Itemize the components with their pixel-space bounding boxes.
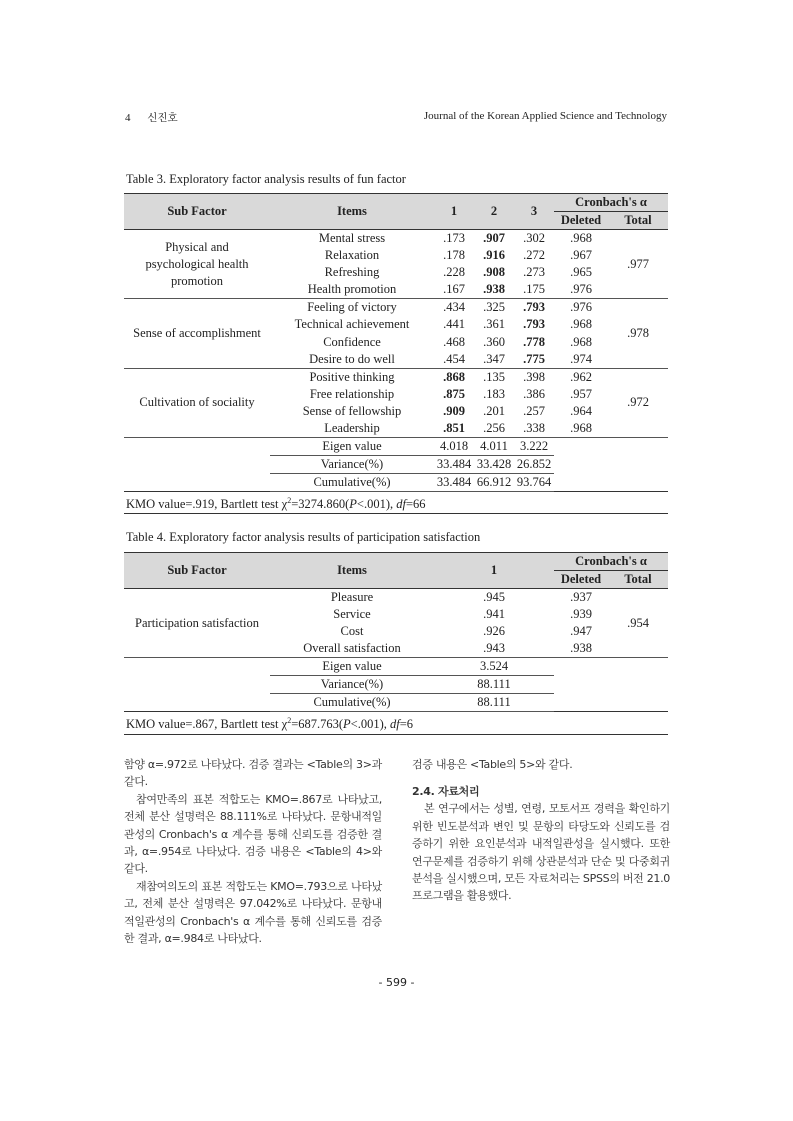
table-cell: 33.484: [434, 474, 474, 492]
table-cell: .361: [483, 317, 505, 332]
table4-header-total: Total: [608, 571, 668, 589]
table-cell: .360: [483, 334, 505, 349]
page-number: 4: [125, 112, 131, 124]
table3-header-c1: 1: [434, 194, 474, 230]
table-cell-item: Service: [333, 607, 371, 622]
page-footer: - 599 -: [378, 976, 415, 989]
table4-header-items: Items: [270, 553, 434, 589]
table-cell: .974: [554, 351, 608, 369]
table-cell: .962: [570, 369, 592, 384]
table-cell: .965: [570, 265, 592, 280]
table-cell-item: Mental stress: [318, 231, 386, 245]
table-cell: .939: [570, 607, 592, 622]
table-cell-item: Cost: [340, 624, 364, 639]
table-cell: .851: [434, 420, 474, 438]
table-cell: .945: [483, 590, 505, 604]
table4-caption: Table 4. Exploratory factor analysis results of participation satisfaction: [126, 530, 481, 544]
body-left-column: [124, 756, 382, 947]
table3-header-sub-factor: Sub Factor: [124, 194, 270, 230]
table-cell: .173: [443, 231, 465, 245]
table-cell: .778: [523, 334, 545, 349]
table-cell: 26.852: [514, 456, 554, 474]
table3-subfactor-physical: Physical and psychological health promotion: [124, 230, 270, 299]
table-cell: .964: [570, 404, 592, 419]
table4-header-c1: 1: [434, 553, 554, 589]
table3-caption: Table 3. Exploratory factor analysis results of fun factor: [126, 172, 406, 186]
table-cell: .916: [483, 248, 505, 263]
table-cell: .926: [483, 624, 505, 639]
table-cell: 93.764: [514, 474, 554, 492]
table4-stat-label: Variance(%): [270, 676, 434, 694]
page-header: [125, 110, 667, 126]
table-cell: .273: [523, 265, 545, 280]
table4-stat-label: Eigen value: [270, 658, 434, 676]
table-cell: .968: [554, 420, 608, 438]
table-cell: .338: [514, 420, 554, 438]
table-cell-item: Refreshing: [324, 265, 380, 280]
table-cell: .968: [570, 317, 592, 332]
table-cell: .454: [434, 351, 474, 369]
table-cell: .907: [483, 231, 505, 245]
table4: [124, 552, 668, 735]
table-cell: .398: [523, 369, 545, 384]
table-cell: .135: [483, 369, 505, 384]
table-cell: 3.222: [514, 438, 554, 456]
table-cell: 33.484: [434, 456, 474, 474]
table-cell: .908: [483, 265, 505, 280]
body-right-column: [412, 756, 670, 905]
table-cell-item: Confidence: [323, 334, 381, 349]
table-cell: .325: [483, 300, 505, 315]
table-cell-item: Overall satisfaction: [270, 640, 434, 658]
table4-header-sub-factor: Sub Factor: [124, 553, 270, 589]
table-cell: .938: [554, 640, 608, 658]
author-name: 신진호: [147, 112, 178, 124]
table-cell: .167: [434, 281, 474, 299]
table-cell: .909: [443, 404, 465, 419]
table-cell: .943: [434, 640, 554, 658]
table4-kmo-note: KMO value=.867, Bartlett test $\chi^2=687.763(P<.001)$, df=6: [124, 712, 668, 734]
table3-stat-label: Eigen value: [270, 438, 434, 456]
table3-stat-label: Variance(%): [270, 456, 434, 474]
table-cell: .967: [570, 248, 592, 263]
table-cell: .968: [570, 231, 592, 245]
table-cell: .793: [523, 300, 545, 315]
table3: [124, 193, 668, 514]
table-cell: 66.912: [474, 474, 514, 492]
table-cell: 4.011: [474, 438, 514, 456]
table-cell-item: Pleasure: [330, 590, 374, 604]
table3-total-physical: .977: [608, 230, 668, 299]
table3-header-items: Items: [270, 194, 434, 230]
table3-header-c3: 3: [514, 194, 554, 230]
table4-stat-label: Cumulative(%): [270, 694, 434, 712]
body-paragraph: 검증 내용은 <Table의 5>와 같다.: [412, 758, 573, 771]
table3-subfactor-sociality: Cultivation of sociality: [124, 368, 270, 437]
table-cell: 3.524: [434, 658, 554, 676]
table-cell-item: Sense of fellowship: [302, 404, 402, 419]
table-cell: .468: [443, 334, 465, 349]
table3-subfactor-accomplishment: Sense of accomplishment: [124, 299, 270, 368]
table3-header-deleted: Deleted: [554, 212, 608, 230]
table-cell: 4.018: [434, 438, 474, 456]
table-cell: .793: [523, 317, 545, 332]
table-cell-item: Desire to do well: [270, 351, 434, 369]
table3-stat-label: Cumulative(%): [270, 474, 434, 492]
body-paragraph: 본 연구에서는 성별, 연령, 모토서프 경력을 확인하기 위한 빈도분석과 변인 및 문항의 타당도와 신뢰도를 검증하기 위한 요인분석과 내적일관성을 실시했다. 또한 연구문제를 검증하기 위해 상관분석과 단순 및 다중회귀분석을 실시했으며, 모든 자료처리는 SPSS의 버전 21.0 프로그램을 활용했다.: [412, 802, 670, 903]
table-cell: 33.428: [474, 456, 514, 474]
table-cell: 88.111: [434, 676, 554, 694]
table4-header-deleted: Deleted: [554, 571, 608, 589]
table3-total-sociality: .972: [608, 368, 668, 437]
table-cell-item: Health promotion: [270, 281, 434, 299]
table-cell: .976: [554, 281, 608, 299]
table-cell: .302: [523, 231, 545, 245]
table-cell: .937: [570, 590, 592, 604]
table-cell: .201: [483, 404, 505, 419]
table-cell: .178: [443, 248, 465, 263]
table-cell-item: Free relationship: [309, 386, 395, 401]
table-cell: .175: [514, 281, 554, 299]
table4-subfactor: Participation satisfaction: [124, 589, 270, 658]
table-cell-item: Technical achievement: [294, 317, 410, 332]
table-cell: .976: [570, 300, 592, 315]
body-paragraph: 참여만족의 표본 적합도는 KMO=.867로 나타났고, 전체 분산 설명력은 88.111%로 나타났다. 문항내적일관성의 Cronbach's α 계수를 통해 신뢰도를 검증한 결과, α=.954로 나타났다. 검증 내용은 <Table의 4>와 같다.: [124, 792, 382, 876]
table-cell: .968: [570, 334, 592, 349]
table-cell: .228: [443, 265, 465, 280]
table-cell: .775: [514, 351, 554, 369]
table-cell: .868: [443, 369, 465, 384]
table-cell-item: Leadership: [270, 420, 434, 438]
table4-total: .954: [608, 589, 668, 658]
table-cell: .272: [523, 248, 545, 263]
table-cell: .434: [443, 300, 465, 315]
body-paragraph: 재참여의도의 표본 적합도는 KMO=.793으로 나타났고, 전체 분산 설명력은 97.042%로 나타났다. 문항내적일관성의 Cronbach's α 계수를 통해 신뢰도를 검증한 결과, α=.984로 나타났다.: [124, 879, 382, 946]
table-cell: .875: [443, 386, 465, 401]
table3-header-total: Total: [608, 212, 668, 230]
section-title: 2.4. 자료처리: [412, 785, 480, 799]
table-cell: .441: [443, 317, 465, 332]
table3-kmo-note: KMO value=.919, Bartlett test $\chi^2=3274.860(P<.001)$, df=66: [124, 492, 668, 514]
table3-total-accomplishment: .978: [608, 299, 668, 368]
table-cell: .256: [474, 420, 514, 438]
table-cell: .941: [483, 607, 505, 622]
table-cell: .947: [570, 624, 592, 639]
table-cell: .257: [523, 404, 545, 419]
table-cell: .938: [474, 281, 514, 299]
body-paragraph: 함양 α=.972로 나타났다. 검증 결과는 <Table의 3>과 같다.: [124, 758, 382, 789]
table-cell-item: Relaxation: [324, 248, 380, 263]
table-cell-item: Positive thinking: [309, 369, 395, 384]
table-cell: .957: [570, 386, 592, 401]
table-cell: 88.111: [434, 694, 554, 712]
table4-header-cronbach: Cronbach's α: [554, 553, 668, 571]
table-cell: .386: [523, 386, 545, 401]
table-cell-item: Feeling of victory: [307, 300, 397, 315]
journal-title: Journal of the Korean Applied Science and Technology: [423, 110, 667, 122]
table3-header-cronbach: Cronbach's α: [554, 194, 668, 212]
table3-header-c2: 2: [474, 194, 514, 230]
table-cell: .347: [474, 351, 514, 369]
table-cell: .183: [483, 386, 505, 401]
